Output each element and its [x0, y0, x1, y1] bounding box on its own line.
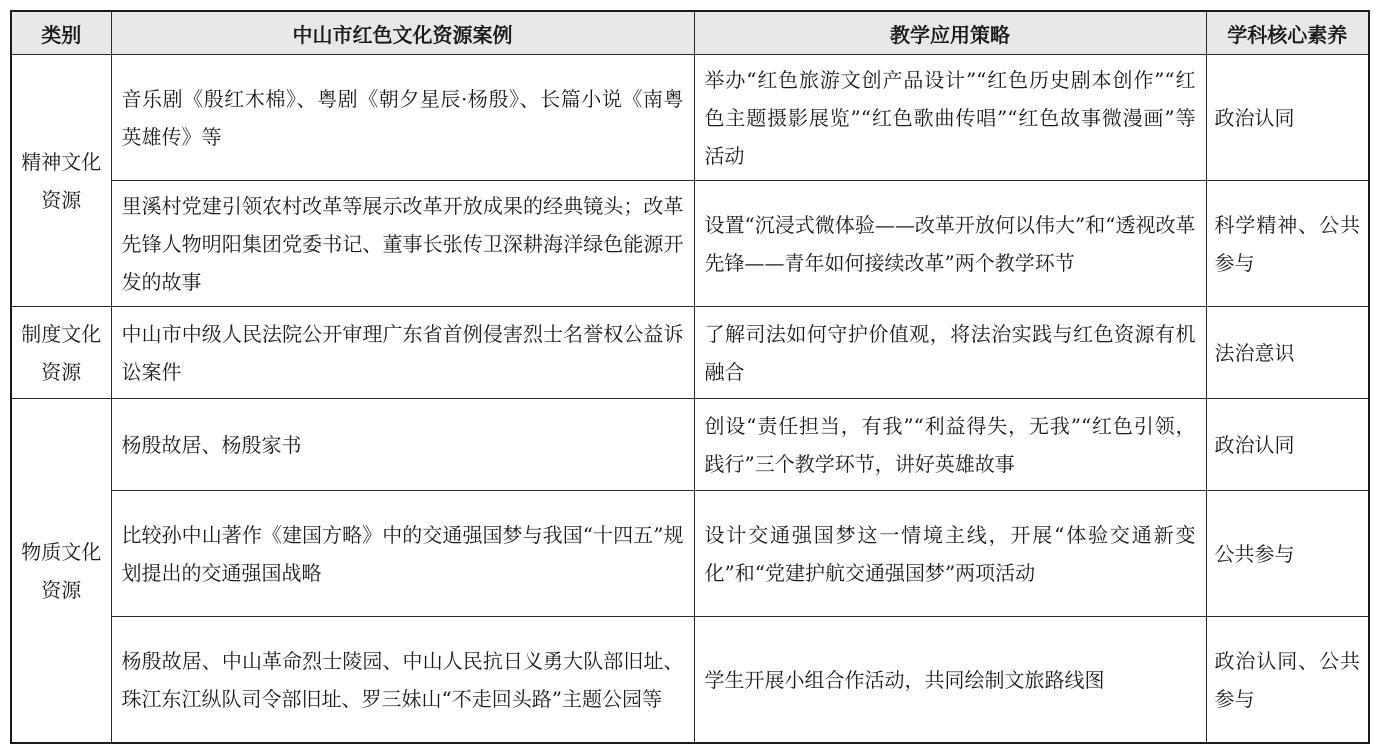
literacy-cell: 法治意识	[1206, 307, 1369, 399]
table-row	[11, 399, 1369, 491]
strategy-cell: 了解司法如何守护价值观，将法治实践与红色资源有机融合	[694, 307, 1206, 399]
table-row	[11, 55, 1369, 181]
case-cell: 中山市中级人民法院公开审理广东省首例侵害烈士名誉权公益诉讼案件	[111, 307, 694, 399]
table-row	[11, 491, 1369, 617]
literacy-cell: 政治认同	[1206, 55, 1369, 181]
strategy-cell: 设置“沉浸式微体验——改革开放何以伟大”和“透视改革先锋——青年如何接续改革”两个教学环节	[694, 181, 1206, 307]
strategy-cell: 设计交通强国梦这一情境主线，开展“体验交通新变化”和“党建护航交通强国梦”两项活动	[694, 491, 1206, 617]
case-cell: 里溪村党建引领农村改革等展示改革开放成果的经典镜头；改革先锋人物明阳集团党委书记、董事长张传卫深耕海洋绿色能源开发的故事	[111, 181, 694, 307]
case-cell: 杨殷故居、杨殷家书	[111, 399, 694, 491]
case-cell: 音乐剧《殷红木棉》、粤剧《朝夕星辰·杨殷》、长篇小说《南粤英雄传》等	[111, 55, 694, 181]
literacy-cell: 公共参与	[1206, 491, 1369, 617]
table-row	[11, 617, 1369, 743]
category-cell: 精神文化资源	[11, 55, 111, 307]
table-row	[11, 307, 1369, 399]
category-cell: 物质文化资源	[11, 399, 111, 743]
strategy-cell: 创设“责任担当，有我”“利益得失，无我”“红色引领，践行”三个教学环节，讲好英雄故事	[694, 399, 1206, 491]
red-culture-table	[10, 10, 1370, 744]
header-literacy: 学科核心素养	[1206, 11, 1369, 55]
literacy-cell: 政治认同	[1206, 399, 1369, 491]
literacy-cell: 科学精神、公共参与	[1206, 181, 1369, 307]
case-cell: 杨殷故居、中山革命烈士陵园、中山人民抗日义勇大队部旧址、珠江东江纵队司令部旧址、罗三妹山“不走回头路”主题公园等	[111, 617, 694, 743]
strategy-cell: 学生开展小组合作活动，共同绘制文旅路线图	[694, 617, 1206, 743]
literacy-cell: 政治认同、公共参与	[1206, 617, 1369, 743]
header-case: 中山市红色文化资源案例	[111, 11, 694, 55]
table-row	[11, 181, 1369, 307]
category-cell: 制度文化资源	[11, 307, 111, 399]
case-cell: 比较孙中山著作《建国方略》中的交通强国梦与我国“十四五”规划提出的交通强国战略	[111, 491, 694, 617]
header-category: 类别	[11, 11, 111, 55]
strategy-cell: 举办“红色旅游文创产品设计”“红色历史剧本创作”“红色主题摄影展览”“红色歌曲传唱”“红色故事微漫画”等活动	[694, 55, 1206, 181]
header-row	[11, 11, 1369, 55]
header-strategy: 教学应用策略	[694, 11, 1206, 55]
